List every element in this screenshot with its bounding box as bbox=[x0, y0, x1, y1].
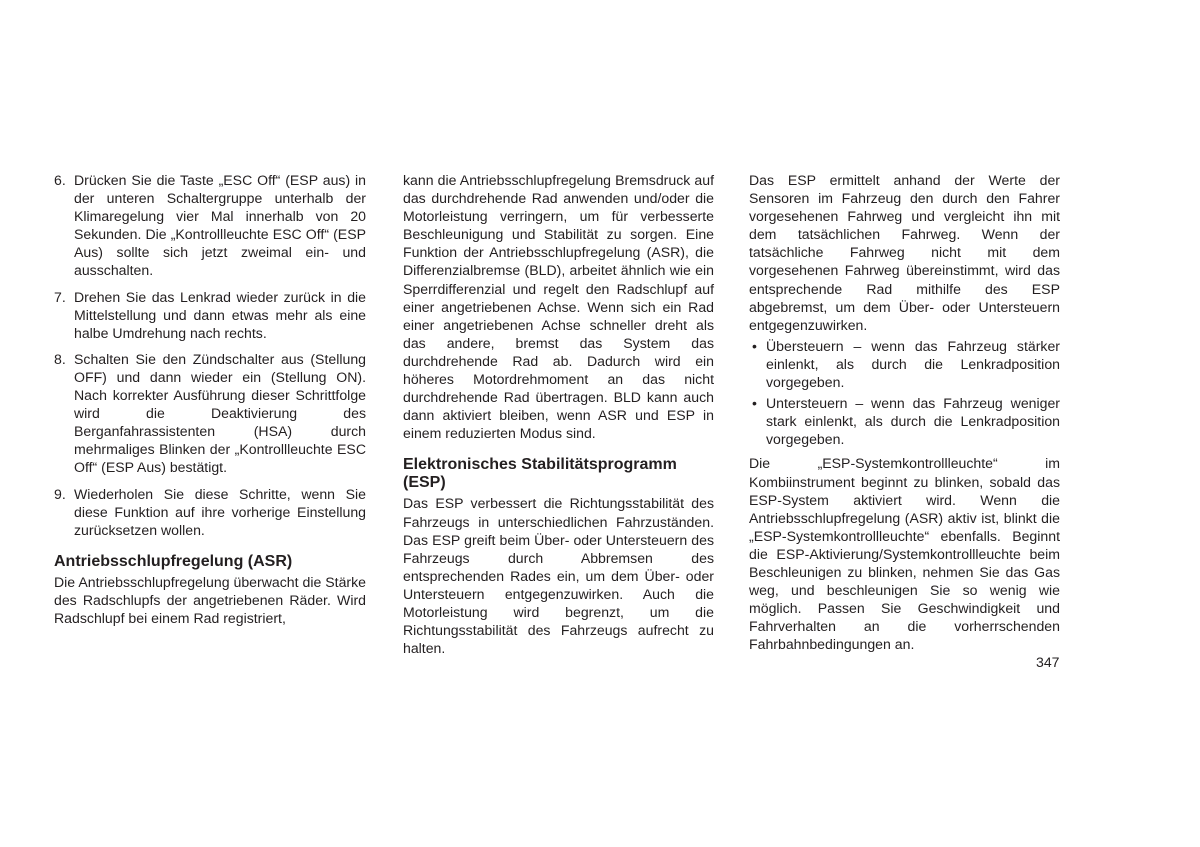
column-left bbox=[54, 171, 366, 627]
steering-bullet-list bbox=[749, 337, 1060, 449]
step-text: Schalten Sie den Zündschalter aus (Stellung OFF) und dann wieder ein (Stellung ON). Nach korrekter Ausführung dieser Schrittfolge wird die Deaktivierung des Berganfahrassistenten (HSA) durch mehrmaliges Blinken der „Kontrollleuchte ESC Off“ (ESP Aus) bestätigt. bbox=[74, 350, 366, 476]
step-item bbox=[54, 350, 366, 477]
section-heading-esp: Elektronisches Stabilitätsprogramm (ESP) bbox=[403, 456, 677, 492]
page-number: 347 bbox=[1036, 654, 1060, 670]
instruction-steps bbox=[54, 171, 366, 539]
esp-indicator-paragraph: Die „ESP-Systemkontrollleuchte“ im Kombiinstrument beginnt zu blinken, sobald das ESP-System aktiviert wird. Wenn die Antriebsschlupfregelung (ASR) aktiv ist, blinkt die „ESP-Systemkontrollleuchte“ ebenfalls. Beginnt die ESP-Aktivierung/Systemkontrollleuchte beim Beschleunigen zu blinken, nehmen Sie das Gas weg, und beschleunigen Sie so wenig wie möglich. Passen Sie Geschwindigkeit und Fahrverhalten an die vorherrschenden Fahrbahnbedingungen an. bbox=[749, 455, 1060, 653]
step-number: 6. bbox=[54, 172, 66, 188]
bullet-symbol: • bbox=[752, 395, 757, 412]
step-item bbox=[54, 288, 366, 342]
step-item bbox=[54, 171, 366, 280]
bullet-symbol: • bbox=[752, 337, 757, 354]
step-number: 7. bbox=[54, 288, 66, 305]
step-item bbox=[54, 485, 366, 539]
column-right bbox=[749, 171, 1060, 653]
step-number: 9. bbox=[54, 485, 66, 502]
bullet-item bbox=[749, 337, 1060, 391]
step-text: Drehen Sie das Lenkrad wieder zurück in die Mittelstellung und dann etwas mehr als eine halbe Umdrehung nach rechts. bbox=[74, 288, 366, 341]
bullet-item bbox=[749, 394, 1060, 448]
step-text: Drücken Sie die Taste „ESC Off“ (ESP aus) in der unteren Schaltergruppe unterhalb der Klimaregelung vier Mal innerhalb von 20 Sekunden. Die „Kontrollleuchte ESC Off“ (ESP Aus) sollte sich jetzt zweimal ein- und ausschalten. bbox=[74, 172, 366, 279]
step-number: 8. bbox=[54, 350, 66, 367]
asr-paragraph: Die Antriebsschlupfregelung überwacht die Stärke des Radschlupfs der angetriebenen Räder. Wird Radschlupf bei einem Rad registriert, bbox=[54, 573, 366, 626]
bullet-text: Übersteuern – wenn das Fahrzeug stärker einlenkt, als durch die Lenkradposition vorgegeben. bbox=[766, 337, 1060, 391]
step-text: Wiederholen Sie diese Schritte, wenn Sie diese Funktion auf ihre vorherige Einstellung zurücksetzen wollen. bbox=[74, 485, 366, 538]
column-middle bbox=[403, 171, 714, 657]
asr-continued-paragraph: kann die Antriebsschlupfregelung Bremsdruck auf das durchdrehende Rad anwenden und/oder die Motorleistung verringern, um für verbesserte Beschleunigung und Stabilität zu sorgen. Eine Funktion der Antriebsschlupfregelung (ASR), die Differenzialbremse (BLD), arbeitet ähnlich wie ein Sperrdifferenzial und regelt den Radschlupf auf einer angetriebenen Achse. Wenn sich ein Rad einer angetriebenen Achse schneller dreht als das andere, bremst das System das durchdrehende Rad ab. Dadurch wird ein höheres Motordrehmoment an das nicht durchdrehende Rad übertragen. BLD kann auch dann aktiviert bleiben, wenn ASR und ESP in einem reduzierten Modus sind. bbox=[403, 172, 714, 442]
esp-detail-paragraph: Das ESP ermittelt anhand der Werte der Sensoren im Fahrzeug den durch den Fahrer vorgesehenen Fahrweg und vergleicht ihn mit dem tatsächlichen Fahrweg. Wenn der tatsächliche Fahrweg nicht mit dem vorgesehenen Fahrweg übereinstimmt, wird das entsprechende Rad mithilfe des ESP abgebremst, um dem Über- oder Untersteuern entgegenzuwirken. bbox=[749, 172, 1060, 333]
bullet-text: Untersteuern – wenn das Fahrzeug weniger stark einlenkt, als durch die Lenkradposition vorgegeben. bbox=[766, 395, 1060, 448]
esp-paragraph: Das ESP verbessert die Richtungsstabilität des Fahrzeugs in unterschiedlichen Fahrzuständen. Das ESP greift beim Über- oder Untersteuern des Fahrzeugs durch Abbremsen des entsprechenden Rades ein, um dem Über- oder Untersteuern entgegenzuwirken. Auch die Motorleistung wird begrenzt, um die Richtungsstabilität des Fahrzeugs aufrecht zu halten. bbox=[403, 495, 714, 657]
section-heading-asr: Antriebsschlupfregelung (ASR) bbox=[54, 552, 293, 570]
